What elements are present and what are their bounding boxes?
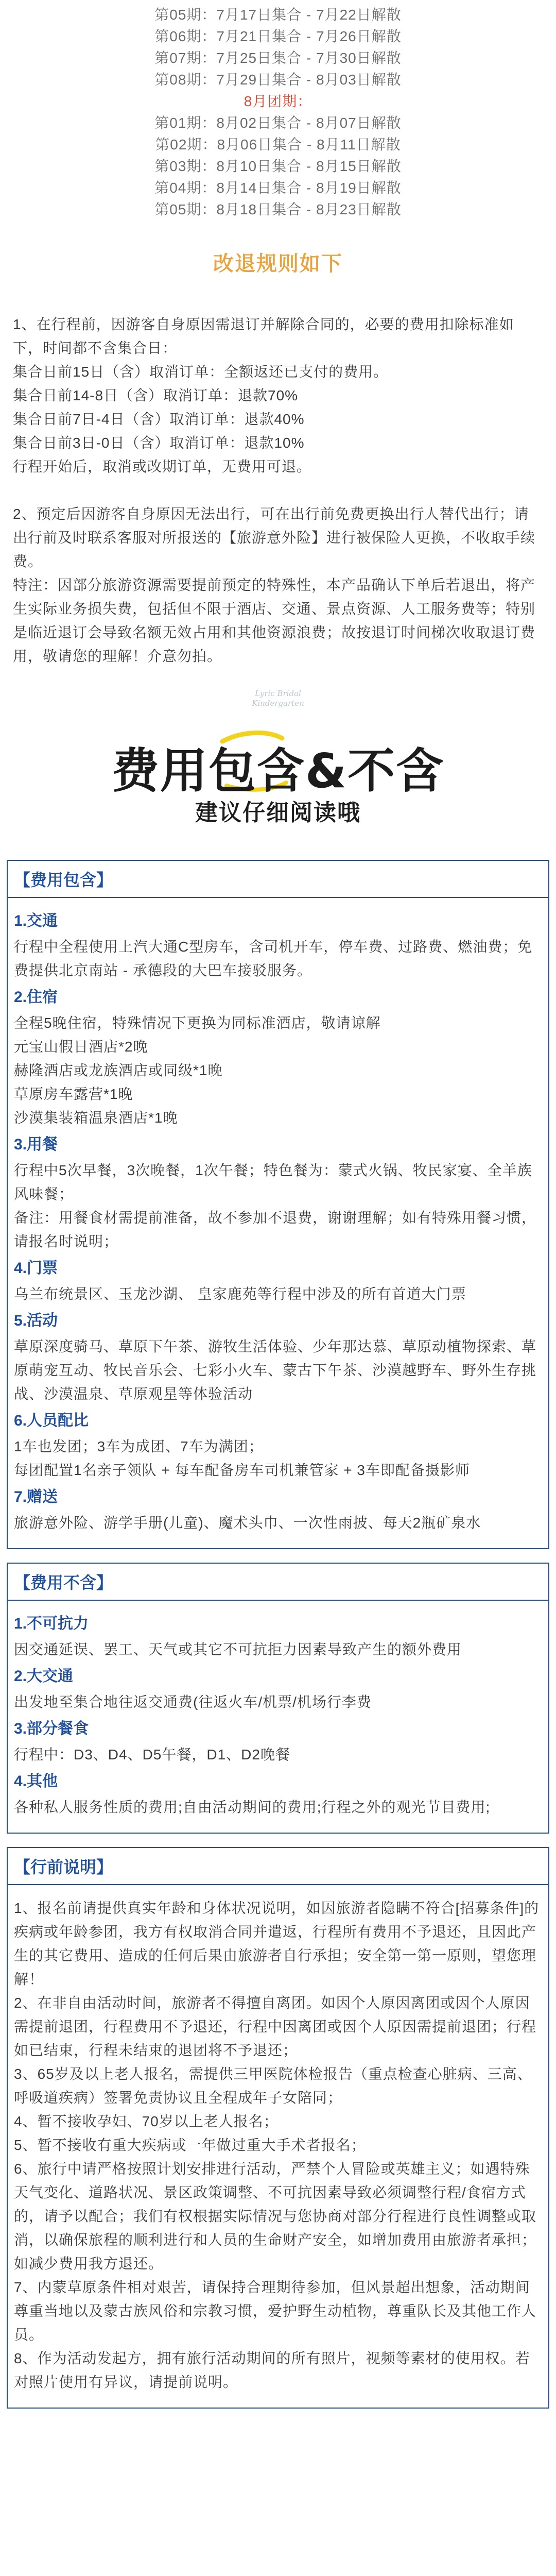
schedule-list [0,0,556,221]
watermark-line: Lyric Bridal [255,689,301,698]
section-title: 3.用餐 [14,1136,58,1153]
note-item: 6、旅行中请严格按照计划安排进行活动，严禁个人冒险或英雄主义；如遇特殊天气变化、道路状况、景区政策调整、不可抗因素导致必须调整行程/食宿方式的，请予以配合；我们有权根据实际情况与您协商对部分行程进行良性调整或取消，以确保旅程的顺利进行和人员的生命财产安全，如增加费用由旅游者承担；如减少费用我方退还。 [14,2161,537,2272]
section-line: 行程中：D3、D4、D5午餐，D1、D2晚餐 [14,1747,290,1762]
fees-excluded-body [8,1601,548,1833]
section-title: 2.大交通 [14,1668,74,1685]
fees-excluded-heading: 【费用不含】 [8,1564,548,1601]
section-title: 7.赠送 [14,1488,58,1505]
refund-rules-title: 改退规则如下 [213,252,343,275]
refund-rule-2: 2、预定后因游客自身原因无法出行，可在出行前免费更换出行人替代出行；请出行前及时联系客服对所报送的【旅游意外险】进行被保险人更换，不收取手续费。 [13,506,536,569]
schedule-line: 第06期：7月21日集合 - 7月26日解散 [154,28,402,44]
banner-title: 费用包含&不含 [111,743,445,799]
section-line: 1车也发团；3车为成团、7车为满团； [14,1438,264,1454]
schedule-line: 第02期：8月06日集合 - 8月11日解散 [155,137,401,152]
section-line: 每团配置1名亲子领队 + 每车配备房车司机兼管家 + 3车即配备摄影师 [14,1462,470,1478]
section-line: 各种私人服务性质的费用;自由活动期间的费用;行程之外的观光节目费用; [14,1799,491,1815]
section-line: 元宝山假日酒店*2晚 [14,1039,148,1055]
note-item: 5、暂不接收有重大疾病或一年做过重大手术者报名； [14,2137,366,2153]
schedule-line: 第05期：7月17日集合 - 7月22日解散 [154,7,402,23]
schedule-line: 第03期：8月10日集合 - 8月15日解散 [154,158,402,174]
schedule-line: 第08期：7月29日集合 - 8月03日解散 [154,72,402,88]
refund-rule-item: 集合日前15日（含）取消订单：全额返还已支付的费用。 [13,364,389,380]
section-title: 4.门票 [14,1260,58,1277]
section-title: 3.部分餐食 [14,1720,89,1737]
refund-rule-item: 集合日前14-8日（含）取消订单：退款70% [13,387,299,403]
section-line: 出发地至集合地往返交通费(往返火车/机票/机场行李费 [14,1694,372,1710]
pretrip-notes-box [7,1847,549,2409]
fees-banner [0,729,556,827]
section-title: 1.交通 [14,912,58,929]
section-line: 草原房车露营*1晚 [14,1086,133,1102]
section-line: 因交通延误、罢工、天气或其它不可抗拒力因素导致产生的额外费用 [14,1641,462,1657]
schedule-line: 第07期：7月25日集合 - 7月30日解散 [154,50,402,66]
schedule-line: 第04期：8月14日集合 - 8月19日解散 [154,180,402,196]
section-line: 全程5晚住宿，特殊情况下更换为同标准酒店，敬请谅解 [14,1015,381,1031]
fees-included-body [8,898,548,1548]
refund-rule-item: 集合日前7日-4日（含）取消订单：退款40% [13,411,305,427]
section-line: 沙漠集装箱温泉酒店*1晚 [14,1110,178,1126]
section-line: 行程中全程使用上汽大通C型房车，含司机开车，停车费、过路费、燃油费；免费提供北京南站 - 承德段的大巴车接驳服务。 [14,939,533,978]
note-item: 4、暂不接收孕妇、70岁以上老人报名； [14,2113,279,2129]
schedule-month-heading: 8月团期： [244,93,312,109]
section-line: 旅游意外险、游学手册(儿童)、魔术头巾、一次性雨披、每天2瓶矿泉水 [14,1515,481,1531]
fees-included-heading: 【费用包含】 [8,861,548,898]
section-title: 1.不可抗力 [14,1615,89,1632]
note-item: 2、在非自由活动时间，旅游者不得擅自离团。如因个人原因离团或因个人原因需提前退团，行程费用不予退还，行程中因离团或因个人原因需提前退团；行程如已结束，行程未结束的退团将不予退还； [14,1995,537,2058]
note-item: 3、65岁及以上老人报名，需提供三甲医院体检报告（重点检查心脏病、三高、呼吸道疾病）签署免责协议且全程成年子女陪同； [14,2066,532,2106]
watermark-line: Kindergarten [252,699,304,708]
refund-rule-item: 行程开始后，取消或改期订单，无费用可退。 [13,459,312,474]
section-line: 备注：用餐食材需提前准备，故不参加不退费，谢谢理解；如有特殊用餐习惯，请报名时说明； [14,1210,537,1249]
pretrip-notes-heading: 【行前说明】 [8,1848,548,1885]
note-item: 1、报名前请提供真实年龄和身体状况说明，如因旅游者隐瞒不符合[招募条件]的疾病或年龄参团，我方有权取消合同并遣返，行程所有费用不予退还，且因此产生的其它费用、造成的任何后果由旅游者自行承担；安全第一第一原则，望您理解！ [14,1900,540,1987]
section-line: 赫隆酒店或龙族酒店或同级*1晚 [14,1062,223,1078]
fees-excluded-box [7,1563,549,1834]
refund-special-note: 特注：因部分旅游资源需要提前预定的特殊性，本产品确认下单后若退出，将产生实际业务损失费，包括但不限于酒店、交通、景点资源、人工服务费等；特别是临近退订会导致名额无效占用和其他资源浪费；故按退订时间梯次收取退订费用，敬请您的理解！介意勿拍。 [13,577,536,664]
section-line: 乌兰布统景区、玉龙沙湖、 皇家鹿苑等行程中涉及的所有首道大门票 [14,1286,466,1302]
schedule-line: 第01期：8月02日集合 - 8月07日解散 [154,115,402,131]
section-title: 4.其他 [14,1773,58,1790]
refund-rules [0,313,556,668]
section-title: 6.人员配比 [14,1412,89,1429]
schedule-line: 第05期：8月18日集合 - 8月23日解散 [154,201,402,217]
note-item: 8、作为活动发起方，拥有旅行活动期间的所有照片，视频等素材的使用权。若对照片使用有异议，请提前说明。 [14,2350,530,2390]
note-item: 7、内蒙草原条件相对艰苦，请保持合理期待参加，但风景超出想象，活动期间尊重当地以及蒙古族风俗和宗教习惯，爱护野生动植物，尊重队长及其他工作人员。 [14,2279,537,2343]
section-title: 2.住宿 [14,989,58,1006]
fees-included-box [7,860,549,1549]
section-line: 行程中5次早餐，3次晚餐，1次午餐；特色餐为：蒙式火锅、牧民家宴、全羊族风味餐； [14,1162,532,1202]
refund-rule-item: 集合日前3日-0日（含）取消订单：退款10% [13,435,305,451]
section-title: 5.活动 [14,1312,58,1329]
watermark [0,689,556,708]
banner-subtitle: 建议仔细阅读哦 [195,800,361,825]
section-line: 草原深度骑马、草原下午茶、游牧生活体验、少年那达慕、草原动植物探索、草原萌宠互动、牧民音乐会、七彩小火车、蒙古下午茶、沙漠越野车、野外生存挑战、沙漠温泉、草原观星等体验活动 [14,1338,537,1402]
refund-rule-1-intro: 1、在行程前，因游客自身原因需退订并解除合同的，必要的费用扣除标准如下，时间都不含集合日： [13,316,514,356]
pretrip-notes-body [8,1885,548,2408]
